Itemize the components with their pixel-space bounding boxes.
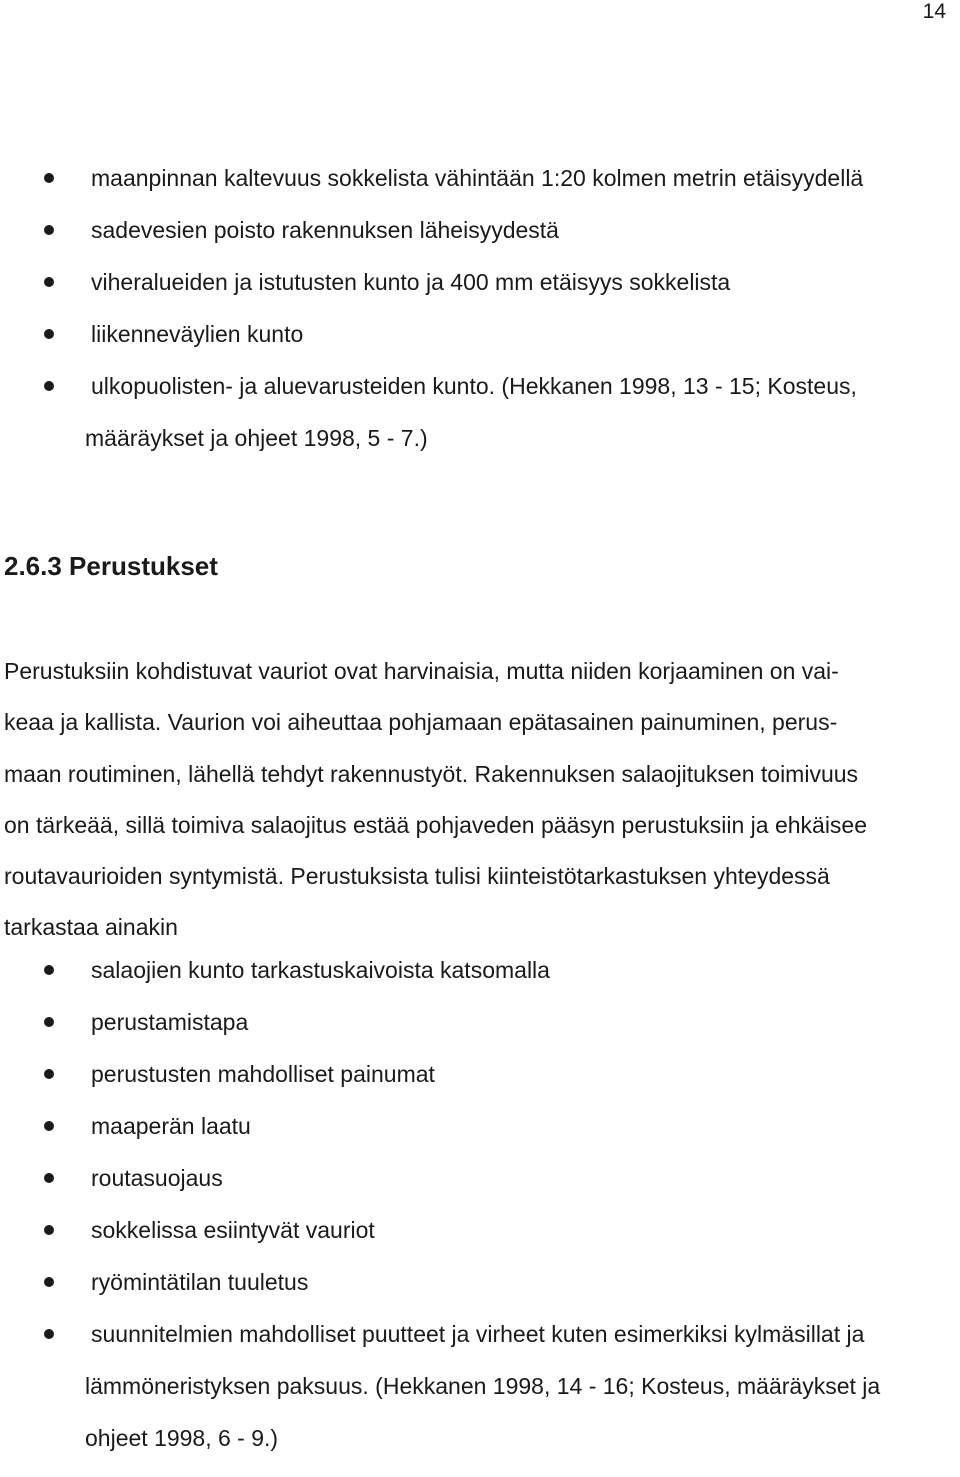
bullet-icon xyxy=(44,277,54,287)
bullet-icon xyxy=(44,965,54,975)
list-item-text-continuation: lämmöneristyksen paksuus. (Hekkanen 1998, 14 - 16; Kosteus, määräykset ja xyxy=(85,1373,881,1399)
paragraph-line: on tärkeää, sillä toimiva salaojitus estää pohjaveden pääsyn perustuksiin ja ehkäisee xyxy=(4,811,868,838)
list-item xyxy=(0,321,960,347)
list-item xyxy=(0,217,960,243)
list-item-text: salaojien kunto tarkastuskaivoista katsomalla xyxy=(91,957,550,983)
bullet-icon xyxy=(44,1017,54,1027)
list-item-text: sokkelissa esiintyvät vauriot xyxy=(91,1217,375,1243)
paragraph-line: Perustuksiin kohdistuvat vauriot ovat harvinaisia, mutta niiden korjaaminen on vai- xyxy=(4,658,839,684)
list-item xyxy=(0,1113,960,1139)
list-item-text: ulkopuolisten- ja aluevarusteiden kunto. (Hekkanen 1998, 13 - 15; Kosteus, xyxy=(91,373,857,399)
bullet-list-foundation-checks xyxy=(0,957,960,1477)
list-item xyxy=(0,1217,960,1243)
bullet-icon xyxy=(44,329,54,339)
list-item-text: maanpinnan kaltevuus sokkelista vähintään 1:20 kolmen metrin etäisyydellä xyxy=(91,165,864,191)
list-item xyxy=(0,1165,960,1191)
list-item xyxy=(0,957,960,983)
list-item-text: viheralueiden ja istutusten kunto ja 400 mm etäisyys sokkelista xyxy=(91,269,731,295)
paragraph-line: tarkastaa ainakin xyxy=(4,914,178,941)
list-item xyxy=(0,1269,960,1295)
bullet-icon xyxy=(44,1225,54,1235)
list-item xyxy=(0,1009,960,1035)
list-item-text: perustusten mahdolliset painumat xyxy=(91,1061,435,1087)
list-item xyxy=(0,373,960,451)
bullet-icon xyxy=(44,1173,54,1183)
list-item-text: sadevesien poisto rakennuksen läheisyydestä xyxy=(91,217,559,243)
bullet-icon xyxy=(44,1121,54,1131)
bullet-icon xyxy=(44,225,54,235)
bullet-icon xyxy=(44,1277,54,1287)
bullet-icon xyxy=(44,173,54,183)
bullet-icon xyxy=(44,1069,54,1079)
list-item-text-continuation: määräykset ja ohjeet 1998, 5 - 7.) xyxy=(85,425,428,451)
list-item xyxy=(0,269,960,295)
section-heading: 2.6.3 Perustukset xyxy=(4,551,218,581)
list-item-text: maaperän laatu xyxy=(91,1113,251,1139)
paragraph-line: maan routiminen, lähellä tehdyt rakennustyöt. Rakennuksen salaojituksen toimivuus xyxy=(4,760,859,787)
list-item-text: perustamistapa xyxy=(91,1009,249,1035)
bullet-list-site-conditions xyxy=(0,165,960,477)
list-item xyxy=(0,1061,960,1087)
section-paragraph xyxy=(4,646,949,954)
paragraph-line: routavaurioiden syntymistä. Perustuksista tulisi kiinteistötarkastuksen yhteydessä xyxy=(4,863,830,890)
list-item xyxy=(0,1321,960,1451)
bullet-icon xyxy=(44,1329,54,1339)
list-item-text-continuation: ohjeet 1998, 6 - 9.) xyxy=(85,1425,279,1451)
paragraph-line: keaa ja kallista. Vaurion voi aiheuttaa pohjamaan epätasainen painuminen, perus- xyxy=(4,709,838,736)
list-item xyxy=(0,165,960,191)
bullet-icon xyxy=(44,381,54,391)
list-item-text: routasuojaus xyxy=(91,1165,223,1191)
list-item-text: suunnitelmien mahdolliset puutteet ja virheet kuten esimerkiksi kylmäsillat ja xyxy=(91,1321,865,1347)
page-number: 14 xyxy=(922,0,946,23)
list-item-text: ryömintätilan tuuletus xyxy=(91,1269,309,1295)
list-item-text: liikenneväylien kunto xyxy=(91,321,304,347)
